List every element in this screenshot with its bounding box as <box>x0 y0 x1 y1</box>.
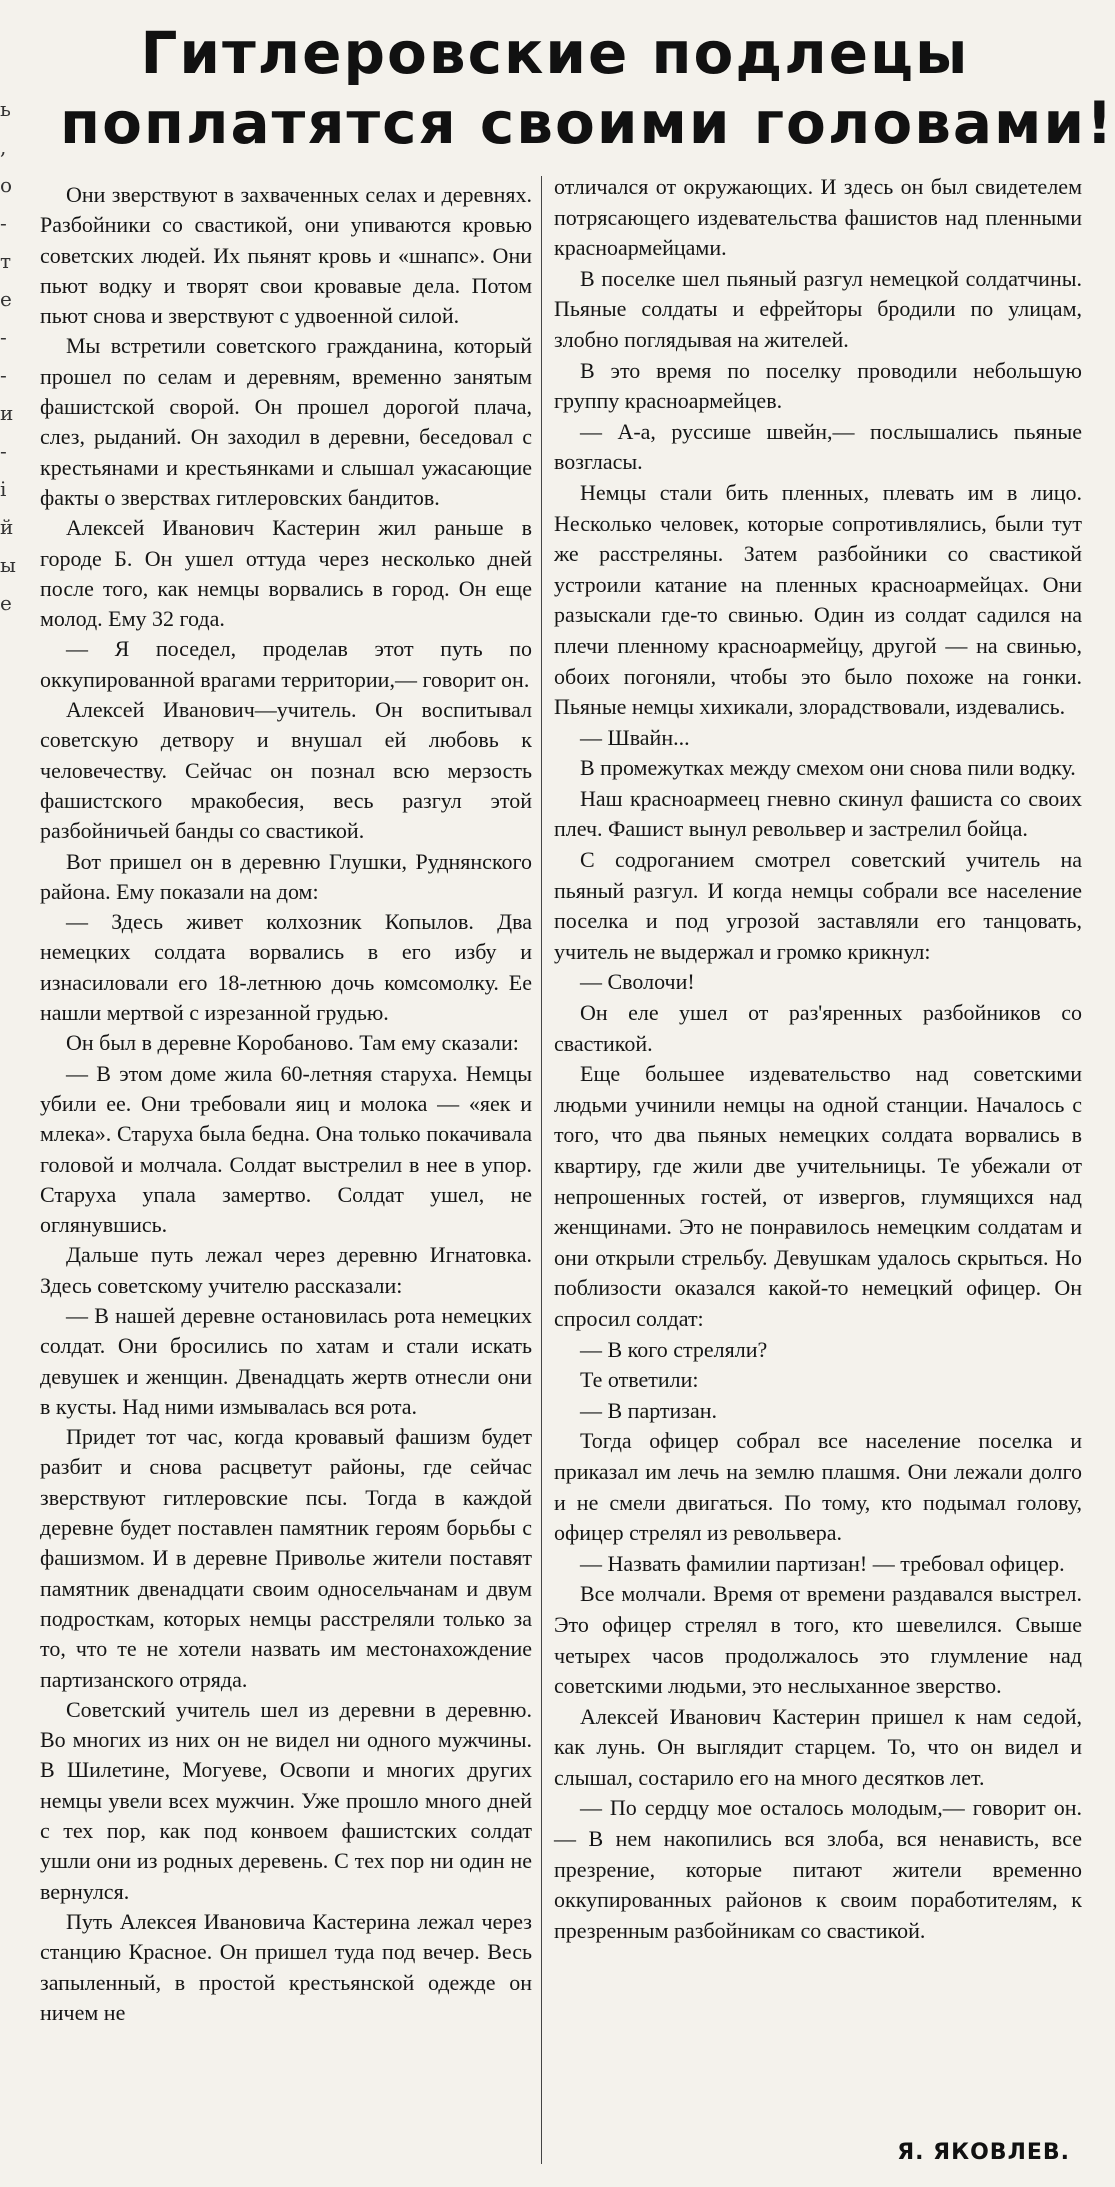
edge-fragment: - <box>0 325 7 349</box>
article-column-right <box>554 172 1082 2162</box>
paragraph: В поселке шел пьяный разгул немецкой солдатчины. Пьяные солдаты и ефрейторы бродили по улицам, злобно поглядывая на жителей. <box>554 265 1082 352</box>
edge-fragment: и <box>0 401 14 425</box>
edge-fragment: е <box>0 591 12 615</box>
paragraph: Алексей Иванович—учитель. Он воспитывал советскую детвору и внушал ей любовь к человечеству. Сейчас он познал всю мерзость фашистского мракобесия, весь разгул этой разбойничьей банды со свастикой. <box>40 697 532 844</box>
paragraph: Немцы стали бить пленных, плевать им в лицо. Несколько человек, которые сопротивлялись, были тут же расстреляны. Затем разбойники со свастикой устроили катание на пленных красноармейцах. Они разыскали где-то свинью. Один из солдат садился на плечи пленному красноармейцу, другой — на свинью, обоих погоняли, чтобы это было похоже на гонки. Пьяные немцы хихикали, злорадствовали, издевались. <box>554 479 1082 720</box>
paragraph: Алексей Иванович Кастерин жил раньше в городе Б. Он ушел оттуда через несколько дней после того, как немцы ворвались в город. Он еще молод. Ему 32 года. <box>40 515 532 632</box>
paragraph: — В этом доме жила 60-летняя старуха. Немцы убили ее. Они требовали яиц и молока — «яек и млека». Старуха была бедна. Она только покачивала головой и молчала. Солдат выстрелил в нее в упор. Старуха упала замертво. Солдат ушел, не оглянувшись. <box>40 1060 532 1238</box>
paragraph: Наш красноармеец гневно скинул фашиста со своих плеч. Фашист вынул револьвер и застрелил бойца. <box>554 785 1082 842</box>
paragraph: — Я поседел, проделав этот путь по оккупированной врагами территории,— говорит он. <box>40 636 532 692</box>
cut-off-neighbor-column <box>0 90 16 750</box>
paragraph: — В нашей деревне остановилась рота немецких солдат. Они бросились по хатам и стали искать девушек и женщин. Двенадцать жертв отнесли они в кусты. Над ними измывалась вся рота. <box>40 1302 532 1419</box>
paragraph: Тогда офицер собрал все население поселка и приказал им лечь на землю плашмя. Они лежали долго и не смели двигаться. По тому, кто подымал голову, офицер стрелял из револьвера. <box>554 1428 1082 1546</box>
edge-fragment: т <box>0 249 12 273</box>
paragraph: Вот пришел он в деревню Глушки, Руднянского района. Ему показали на дом: <box>40 848 532 904</box>
author-signature: Я. ЯКОВЛЕВ. <box>897 2140 1070 2165</box>
paragraph: — Швайн... <box>580 724 690 750</box>
edge-fragment: ь <box>0 97 11 121</box>
paragraph: Он был в деревне Коробаново. Там ему сказали: <box>66 1030 519 1056</box>
edge-fragment: - <box>0 211 7 235</box>
paragraph: Все молчали. Время от времени раздавался выстрел. Это офицер стрелял в того, кто шевелился. Свыше четырех часов продолжалось это глумление над советскими людьми, это неслыханное зверство. <box>554 1581 1082 1699</box>
paragraph: Они зверствуют в захваченных селах и деревнях. Разбойники со свастикой, они упиваются кровью советских людей. Их пьянят кровь и «шнапс». Они пьют водку и творят свои кровавые дела. Потом пьют снова и зверствуют с удвоенной силой. <box>40 182 532 329</box>
paragraph: — В кого стреляли? <box>580 1336 768 1362</box>
paragraph: Он еле ушел от раз'яренных разбойников со свастикой. <box>554 1000 1082 1056</box>
paragraph: С содроганием смотрел советский учитель на пьяный разгул. И когда немцы собрали все население поселка и под угрозой заставляли его танцовать, учитель не выдержал и громко крикнул: <box>554 847 1082 964</box>
paragraph: Путь Алексея Ивановича Кастерина лежал через станцию Красное. Он пришел туда под вечер. Весь запыленный, в простой крестьянской одежде он ничем не <box>40 1908 532 2025</box>
paragraph: В это время по поселку проводили небольшую группу красноармейцев. <box>554 357 1082 414</box>
paragraph: Придет тот час, когда кровавый фашизм будет разбит и снова расцветут районы, где сейчас зверствуют гитлеровские псы. Тогда в каждой деревне будет поставлен памятник героям борьбы с фашизмом. И в деревне Приволье жители поставят памятник двенадцати своим односельчанам и двум подросткам, которых немцы расстреляли только за то, что те не хотели назвать им местонахождение партизанского отряда. <box>40 1424 532 1692</box>
article-headline <box>40 18 1115 158</box>
edge-fragment: е <box>0 287 12 311</box>
paragraph: — По сердцу мое осталось молодым,— говорит он.— В нем накопились вся злоба, вся ненависть, все презрение, которые питают жители временно оккупированных районов к своим поработителям, к презренным разбойникам со свастикой. <box>554 1795 1082 1943</box>
edge-fragment: , <box>0 135 7 159</box>
paragraph: — Сволочи! <box>580 969 695 995</box>
edge-fragment: - <box>0 363 7 387</box>
paragraph: — Здесь живет колхозник Копылов. Два немецких солдата ворвались в его избу и изнасиловали его 18-летнюю дочь комсомолку. Ее нашли мертвой с изрезанной грудью. <box>40 909 532 1026</box>
edge-fragment: - <box>0 439 7 463</box>
edge-fragment: i <box>0 477 7 501</box>
paragraph: Алексей Иванович Кастерин пришел к нам седой, как лунь. Он выглядит старцем. То, что он видел и слышал, состарило его на много десятков лет. <box>554 1703 1082 1790</box>
paragraph: Те ответили: <box>580 1367 699 1393</box>
paragraph: Дальше путь лежал через деревню Игнатовка. Здесь советскому учителю рассказали: <box>40 1242 532 1298</box>
paragraph: — А-а, руссише швейн,— послышались пьяные возгласы. <box>554 418 1082 475</box>
edge-fragment: о <box>0 173 13 197</box>
paragraph: В промежутках между смехом они снова пили водку. <box>580 755 1076 781</box>
paragraph: Мы встретили советского гражданина, который прошел по селам и деревням, временно занятым фашистской сворой. Он прошел дорогой плача, слез, рыданий. Он заходил в деревни, беседовал с крестьянами и крестьянками и слышал ужасающие факты о зверствах гитлеровских бандитов. <box>40 333 532 510</box>
article-column-left <box>40 180 532 2170</box>
paragraph: — В партизан. <box>580 1397 718 1423</box>
headline-line-1: Гитлеровские подлецы <box>140 19 970 87</box>
paragraph: — Назвать фамилии партизан! — требовал офицер. <box>580 1550 1065 1576</box>
edge-fragment: й <box>0 515 14 539</box>
headline-line-2: поплатятся своими головами! <box>60 89 1115 157</box>
column-divider <box>541 176 542 2164</box>
paragraph: Еще большее издевательство над советскими людьми учинили немцы на одной станции. Началось с того, что два пьяных немецких солдата ворвались в квартиру, где жили две учительницы. Те убежали от непрошенных гостей, от извергов, глумящихся над женщинами. Это не понравилось немецким солдатам и они открыли стрельбу. Девушкам удалось скрыться. Но поблизости оказался какой-то немецкий офицер. Он спросил солдат: <box>554 1061 1082 1331</box>
paragraph: отличался от окружающих. И здесь он был свидетелем потрясающего издевательства фашистов над пленными красноармейцами. <box>554 174 1082 261</box>
paragraph: Советский учитель шел из деревни в деревню. Во многих из них он не видел ни одного мужчины. В Шилетине, Могуеве, Освопи и многих других немцы увели всех мужчин. Уже прошло много дней с тех пор, как под конвоем фашистских солдат ушли они из родных деревень. С тех пор ни один не вернулся. <box>40 1696 532 1904</box>
edge-fragment: ы <box>0 553 16 577</box>
